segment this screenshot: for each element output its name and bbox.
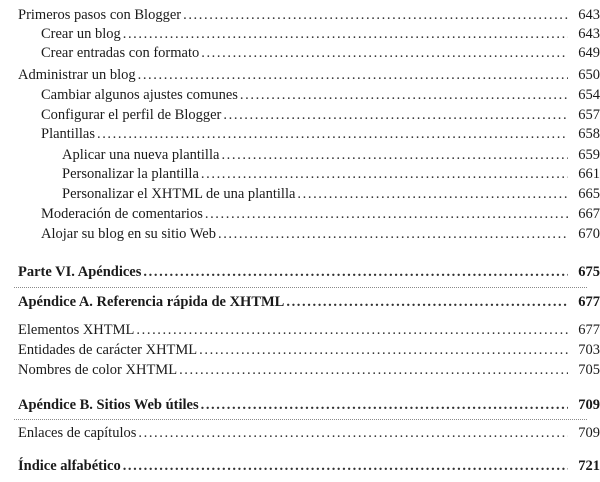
toc-entry-title: Nombres de color XHTML bbox=[18, 362, 178, 378]
toc-entry-title: Enlaces de capítulos bbox=[18, 425, 137, 441]
toc-page-number: 654 bbox=[578, 87, 600, 103]
toc-entry-primeros-pasos bbox=[0, 5, 600, 25]
toc-entry-title: Apéndice A. Referencia rápida de XHTML bbox=[18, 294, 285, 310]
toc-page-number: 643 bbox=[578, 26, 600, 42]
toc-page-number: 643 bbox=[578, 7, 600, 23]
section-divider bbox=[14, 287, 587, 288]
toc-entry-title: Moderación de comentarios bbox=[41, 206, 203, 222]
toc-entry-title: Personalizar la plantilla bbox=[62, 166, 199, 182]
dot-leader bbox=[240, 85, 568, 105]
toc-page-number: 721 bbox=[578, 458, 600, 474]
toc-entry-title: Plantillas bbox=[41, 126, 95, 142]
toc-page-number: 709 bbox=[578, 397, 600, 413]
toc-entry-title: Alojar su blog en su sitio Web bbox=[41, 226, 216, 242]
toc-part-apendices bbox=[0, 262, 600, 282]
dot-leader bbox=[201, 164, 568, 184]
dot-leader bbox=[218, 224, 568, 244]
toc-entry-title: Entidades de carácter XHTML bbox=[18, 342, 198, 358]
dot-leader bbox=[205, 204, 568, 224]
dot-leader bbox=[297, 184, 568, 204]
dot-leader bbox=[136, 320, 568, 340]
toc-index bbox=[0, 456, 600, 476]
toc-entry-personalizar-plantilla bbox=[0, 164, 600, 184]
toc-entry-personalizar-xhtml bbox=[0, 184, 600, 204]
toc-entry-administrar-blog bbox=[0, 65, 600, 85]
toc-page-number: 650 bbox=[578, 67, 600, 83]
dot-leader bbox=[143, 262, 568, 282]
toc-entry-crear-entradas bbox=[0, 43, 600, 63]
dot-leader bbox=[223, 105, 568, 125]
toc-entry-crear-blog bbox=[0, 24, 600, 44]
toc-page-number: 677 bbox=[578, 322, 600, 338]
toc-page-number: 703 bbox=[578, 342, 600, 358]
toc-entry-aplicar-plantilla bbox=[0, 145, 600, 165]
toc-entry-title: Parte VI. Apéndices bbox=[18, 264, 142, 280]
toc-entry-plantillas bbox=[0, 124, 600, 144]
toc-appendix-a bbox=[0, 292, 600, 312]
toc-entry-ajustes bbox=[0, 85, 600, 105]
toc-page-number: 657 bbox=[578, 107, 600, 123]
dot-leader bbox=[201, 395, 568, 415]
toc-entry-nombres-color bbox=[0, 360, 600, 380]
toc-page-number: 649 bbox=[578, 45, 600, 61]
toc-entry-title: Primeros pasos con Blogger bbox=[18, 7, 182, 23]
toc-page-number: 665 bbox=[578, 186, 600, 202]
toc-page-number: 658 bbox=[578, 126, 600, 142]
toc-entry-elementos-xhtml bbox=[0, 320, 600, 340]
toc-entry-title: Configurar el perfil de Blogger bbox=[41, 107, 222, 123]
toc-page-number: 705 bbox=[578, 362, 600, 378]
dot-leader bbox=[201, 43, 568, 63]
toc-entry-alojar-blog bbox=[0, 224, 600, 244]
toc-page-number: 659 bbox=[578, 147, 600, 163]
dot-leader bbox=[138, 423, 568, 443]
dot-leader bbox=[138, 65, 568, 85]
toc-entry-title: Apéndice B. Sitios Web útiles bbox=[18, 397, 199, 413]
toc-page-number: 667 bbox=[578, 206, 600, 222]
toc-page-number: 677 bbox=[578, 294, 600, 310]
dot-leader bbox=[123, 456, 568, 476]
dot-leader bbox=[221, 145, 568, 165]
toc-entry-perfil bbox=[0, 105, 600, 125]
toc-entry-title: Aplicar una nueva plantilla bbox=[62, 147, 220, 163]
toc-entry-moderacion bbox=[0, 204, 600, 224]
toc-page-number: 670 bbox=[578, 226, 600, 242]
toc-page-number: 661 bbox=[578, 166, 600, 182]
toc-page-number: 675 bbox=[578, 264, 600, 280]
toc-entry-title: Personalizar el XHTML de una plantilla bbox=[62, 186, 296, 202]
toc-page-number: 709 bbox=[578, 425, 600, 441]
section-divider bbox=[14, 419, 587, 420]
dot-leader bbox=[199, 340, 568, 360]
toc-entry-title: Administrar un blog bbox=[18, 67, 136, 83]
dot-leader bbox=[123, 24, 568, 44]
dot-leader bbox=[179, 360, 568, 380]
toc-entry-title: Crear entradas con formato bbox=[41, 45, 200, 61]
dot-leader bbox=[97, 124, 568, 144]
toc-entry-title: Elementos XHTML bbox=[18, 322, 135, 338]
toc-appendix-b bbox=[0, 395, 600, 415]
toc-entry-entidades bbox=[0, 340, 600, 360]
toc-entry-title: Crear un blog bbox=[41, 26, 121, 42]
dot-leader bbox=[286, 292, 568, 312]
toc-entry-enlaces bbox=[0, 423, 600, 443]
toc-entry-title: Cambiar algunos ajustes comunes bbox=[41, 87, 238, 103]
toc-entry-title: Índice alfabético bbox=[18, 458, 121, 474]
dot-leader bbox=[183, 5, 568, 25]
